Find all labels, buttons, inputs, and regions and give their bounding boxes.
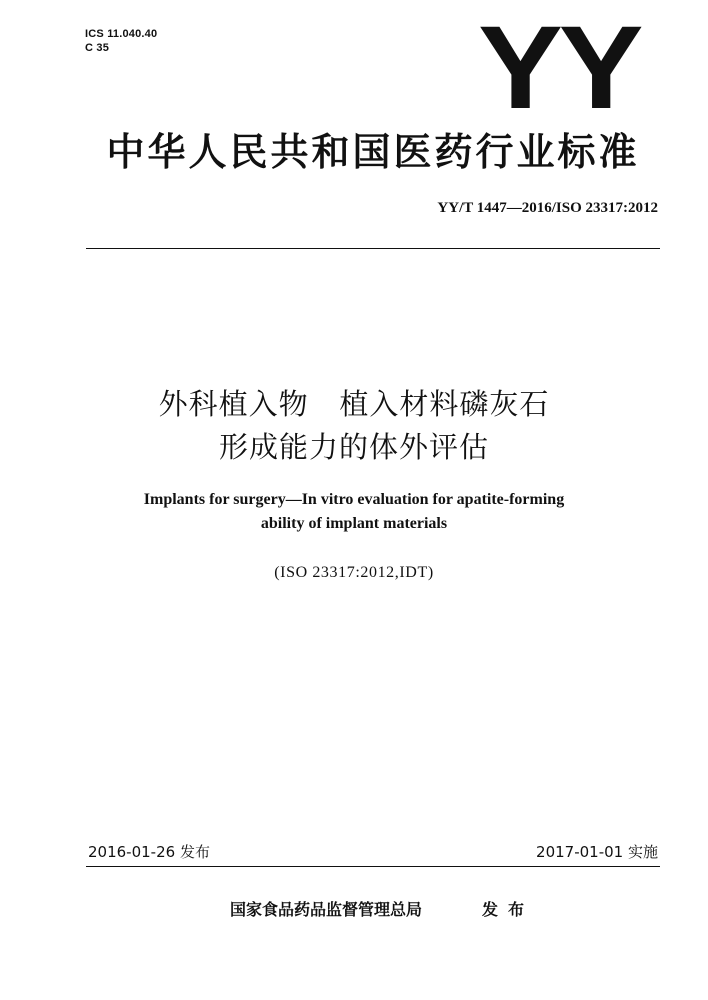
yy-logo: YY [478, 2, 640, 134]
issuer-name: 国家食品药品监督管理总局 [230, 900, 423, 919]
ics-code: ICS 11.040.40 [85, 28, 158, 40]
standard-number: YY/T 1447—2016/ISO 23317:2012 [437, 200, 658, 216]
cn-title-line1: 外科植入物 植入材料磷灰石 [158, 387, 550, 421]
classification-codes [85, 27, 157, 55]
bottom-divider [86, 866, 660, 867]
cn-title-line2: 形成能力的体外评估 [218, 430, 489, 464]
en-title-line1: Implants for surgery—In vitro evaluation for apatite-forming [143, 491, 565, 508]
implement-date: 2017-01-01 实施 [536, 843, 658, 861]
issue-label: 发布 [482, 900, 535, 919]
publish-date: 2016-01-26 发布 [88, 843, 210, 861]
en-title-line2: ability of implant materials [260, 515, 448, 532]
iso-reference: (ISO 23317:2012,IDT) [274, 564, 434, 581]
standard-title: 中华人民共和国医药行业标准 [106, 130, 640, 174]
ccs-code: C 35 [85, 42, 110, 54]
top-divider [86, 248, 660, 249]
